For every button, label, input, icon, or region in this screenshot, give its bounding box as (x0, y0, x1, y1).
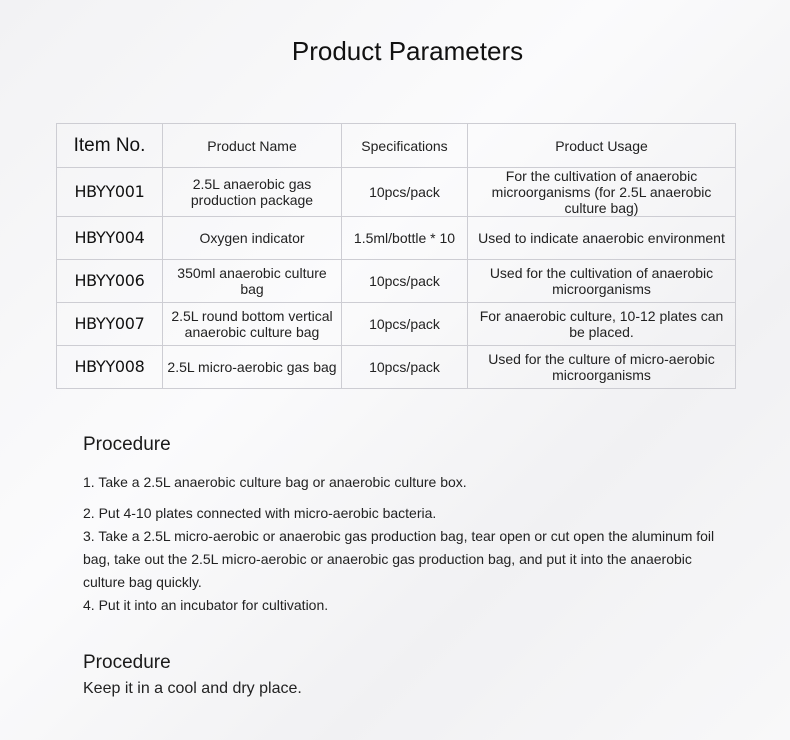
cell-product-name: 2.5L round bottom vertical anaerobic culture bag (163, 303, 342, 346)
cell-product-usage: Used for the cultivation of anaerobic microorganisms (468, 260, 736, 303)
cell-product-name: Oxygen indicator (163, 217, 342, 260)
page-title: Product Parameters (291, 36, 524, 66)
header-item-no: Item No. (57, 124, 163, 168)
cell-product-name: 350ml anaerobic culture bag (163, 260, 342, 303)
table-header-row (57, 124, 736, 168)
header-specifications: Specifications (342, 124, 468, 168)
cell-product-usage: For the cultivation of anaerobic microorganisms (for 2.5L anaerobic culture bag) (468, 168, 736, 217)
procedure-step: 1. Take a 2.5L anaerobic culture bag or anaerobic culture box. (83, 474, 467, 490)
cell-item-no: HBYY008 (57, 346, 163, 389)
cell-item-no: HBYY007 (57, 303, 163, 346)
header-product-name: Product Name (163, 124, 342, 168)
table-row (57, 346, 736, 389)
cell-specifications: 1.5ml/bottle * 10 (342, 217, 468, 260)
cell-item-no: HBYY006 (57, 260, 163, 303)
procedure-heading: Procedure (83, 434, 171, 455)
procedure-steps (83, 471, 723, 617)
product-parameters-table (56, 123, 736, 389)
cell-specifications: 10pcs/pack (342, 260, 468, 303)
procedure-step: 4. Put it into an incubator for cultivation. (83, 597, 329, 613)
cell-specifications: 10pcs/pack (342, 303, 468, 346)
table-row (57, 303, 736, 346)
cell-specifications: 10pcs/pack (342, 346, 468, 389)
table-row (57, 217, 736, 260)
cell-specifications: 10pcs/pack (342, 168, 468, 217)
procedure-step: 2. Put 4-10 plates connected with micro-aerobic bacteria. (83, 505, 437, 521)
cell-product-usage: Used for the culture of micro-aerobic microorganisms (468, 346, 736, 389)
table-row (57, 168, 736, 217)
cell-product-name: 2.5L micro-aerobic gas bag (163, 346, 342, 389)
table-row (57, 260, 736, 303)
header-product-usage: Product Usage (468, 124, 736, 168)
storage-text: Keep it in a cool and dry place. (83, 680, 302, 697)
cell-product-usage: Used to indicate anaerobic environment (468, 217, 736, 260)
cell-item-no: HBYY004 (57, 217, 163, 260)
cell-item-no: HBYY001 (57, 168, 163, 217)
cell-product-usage: For anaerobic culture, 10-12 plates can be placed. (468, 303, 736, 346)
procedure-step: 3. Take a 2.5L micro-aerobic or anaerobic gas production bag, tear open or cut open the aluminum foil bag, take out the 2.5L micro-aerobic or anaerobic gas production bag, and put it into the anaerobic culture bag quickly. (83, 528, 715, 590)
storage-heading: Procedure (83, 652, 171, 673)
cell-product-name: 2.5L anaerobic gas production package (163, 168, 342, 217)
